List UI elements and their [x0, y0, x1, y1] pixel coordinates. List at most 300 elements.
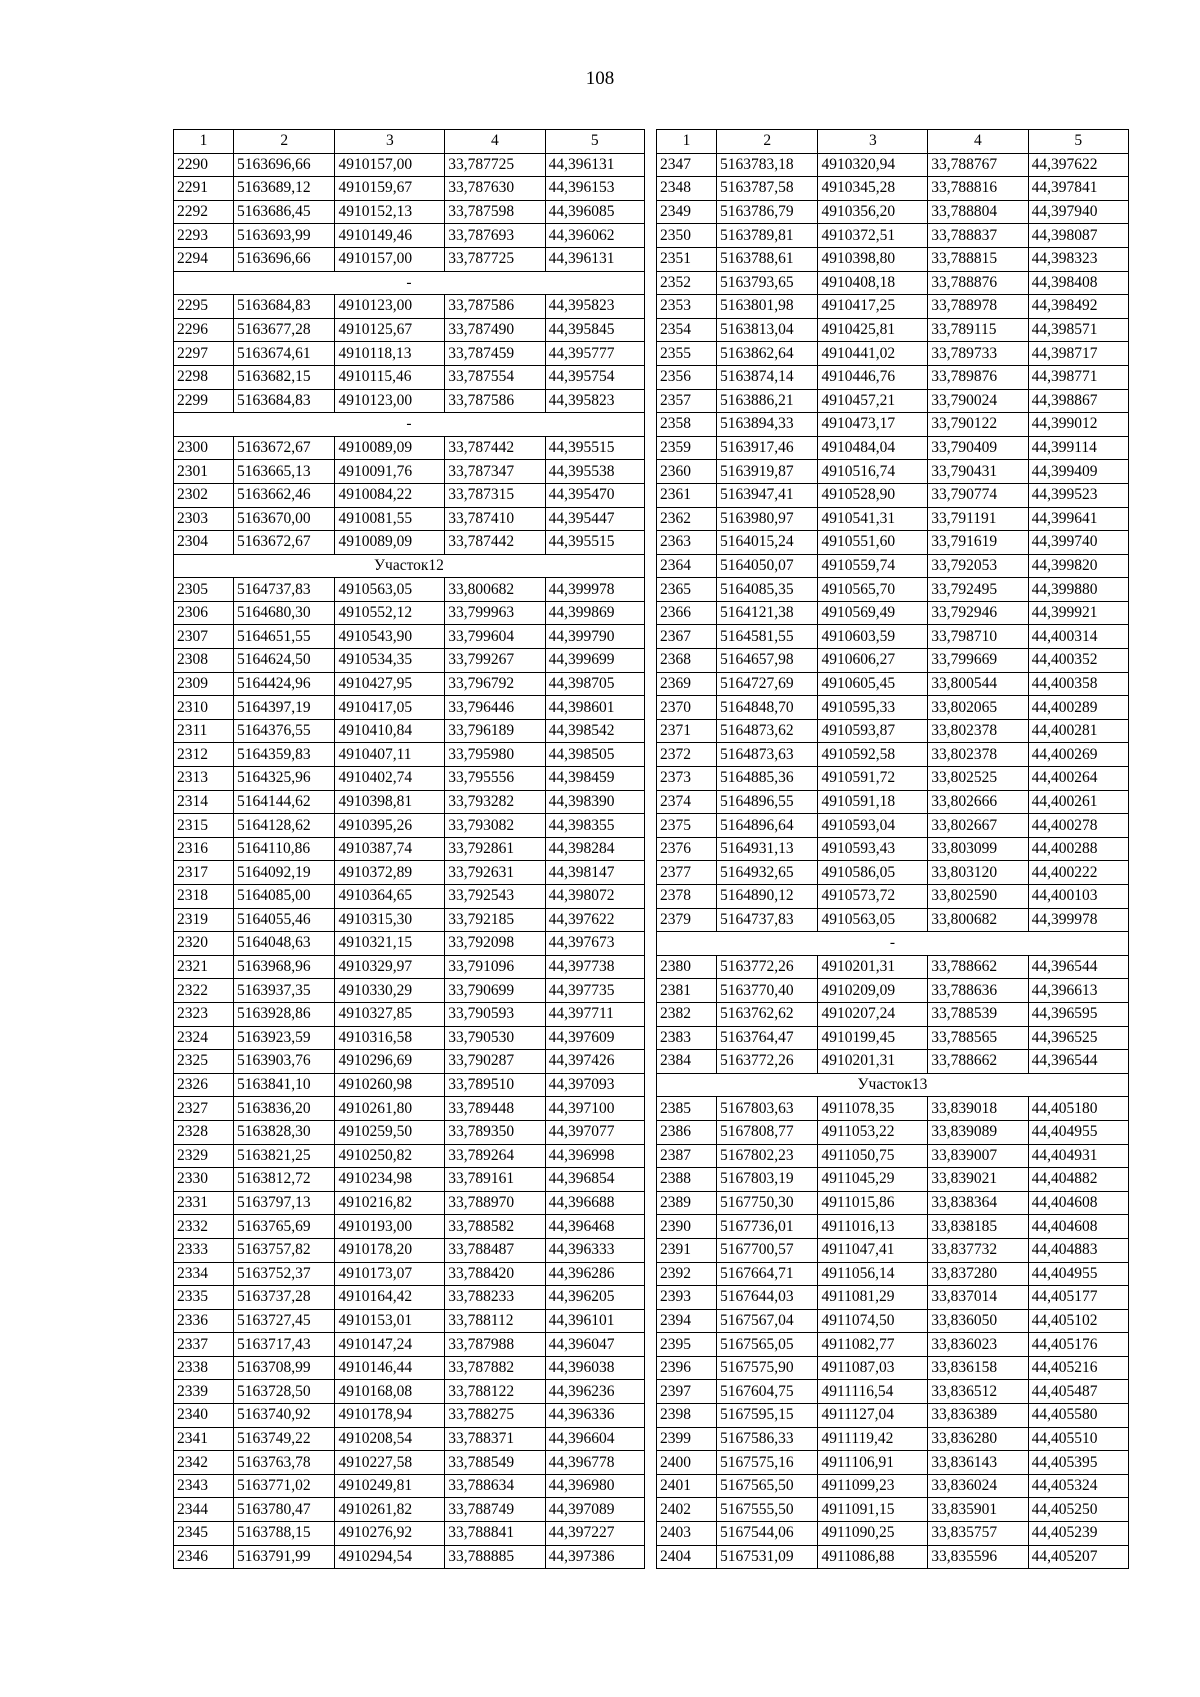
latitude-cell: 33,788816 [928, 177, 1028, 201]
coord-x-cell: 5163670,00 [234, 507, 335, 531]
point-number-cell: 2379 [657, 908, 717, 932]
longitude-cell: 44,398542 [545, 719, 644, 743]
latitude-cell: 33,798710 [928, 625, 1028, 649]
coord-y-cell: 4910320,94 [818, 153, 928, 177]
longitude-cell: 44,399699 [545, 649, 644, 673]
table-row [657, 1191, 1129, 1215]
latitude-cell: 33,835596 [928, 1545, 1028, 1569]
latitude-cell: 33,796792 [445, 672, 545, 696]
point-number-cell: 2345 [174, 1522, 234, 1546]
coord-x-cell: 5164737,83 [717, 908, 818, 932]
longitude-cell: 44,396333 [545, 1238, 644, 1262]
longitude-cell: 44,399880 [1028, 578, 1128, 602]
longitude-cell: 44,396205 [545, 1286, 644, 1310]
table-row [174, 1380, 645, 1404]
coord-y-cell: 4910259,50 [335, 1120, 445, 1144]
coord-y-cell: 4910118,13 [335, 342, 445, 366]
longitude-cell: 44,399790 [545, 625, 644, 649]
longitude-cell: 44,395515 [545, 436, 644, 460]
longitude-cell: 44,396778 [545, 1451, 644, 1475]
coord-y-cell: 4910276,92 [335, 1522, 445, 1546]
coord-x-cell: 5163763,78 [234, 1451, 335, 1475]
latitude-cell: 33,790024 [928, 389, 1028, 413]
coord-y-cell: 4910605,45 [818, 672, 928, 696]
latitude-cell: 33,789876 [928, 365, 1028, 389]
coord-y-cell: 4910089,09 [335, 436, 445, 460]
point-number-cell: 2303 [174, 507, 234, 531]
table-row [657, 413, 1129, 437]
latitude-cell: 33,835757 [928, 1522, 1028, 1546]
longitude-cell: 44,400103 [1028, 885, 1128, 909]
longitude-cell: 44,396854 [545, 1168, 644, 1192]
latitude-cell: 33,838364 [928, 1191, 1028, 1215]
longitude-cell: 44,399978 [545, 578, 644, 602]
coord-x-cell: 5163696,66 [234, 153, 335, 177]
point-number-cell: 2369 [657, 672, 717, 696]
coord-y-cell: 4911056,14 [818, 1262, 928, 1286]
coord-x-cell: 5164873,62 [717, 719, 818, 743]
coord-y-cell: 4910315,30 [335, 908, 445, 932]
table-row [174, 885, 645, 909]
coord-x-cell: 5163836,20 [234, 1097, 335, 1121]
coord-x-cell: 5163682,15 [234, 365, 335, 389]
table-row [657, 1474, 1129, 1498]
point-number-cell: 2402 [657, 1498, 717, 1522]
coord-y-cell: 4911081,29 [818, 1286, 928, 1310]
latitude-cell: 33,787988 [445, 1333, 545, 1357]
table-row [657, 1238, 1129, 1262]
coord-y-cell: 4911074,50 [818, 1309, 928, 1333]
table-row [657, 153, 1129, 177]
latitude-cell: 33,836158 [928, 1356, 1028, 1380]
point-number-cell: 2400 [657, 1451, 717, 1475]
latitude-cell: 33,838185 [928, 1215, 1028, 1239]
point-number-cell: 2394 [657, 1309, 717, 1333]
latitude-cell: 33,788112 [445, 1309, 545, 1333]
longitude-cell: 44,398408 [1028, 271, 1128, 295]
point-number-cell: 2337 [174, 1333, 234, 1357]
longitude-cell: 44,400352 [1028, 649, 1128, 673]
point-number-cell: 2342 [174, 1451, 234, 1475]
longitude-cell: 44,396047 [545, 1333, 644, 1357]
point-number-cell: 2382 [657, 1002, 717, 1026]
latitude-cell: 33,803120 [928, 861, 1028, 885]
coord-x-cell: 5163980,97 [717, 507, 818, 531]
longitude-cell: 44,398492 [1028, 295, 1128, 319]
table-row [174, 1427, 645, 1451]
coord-y-cell: 4910364,65 [335, 885, 445, 909]
point-number-cell: 2377 [657, 861, 717, 885]
coord-x-cell: 5163765,69 [234, 1215, 335, 1239]
coord-x-cell: 5163812,72 [234, 1168, 335, 1192]
point-number-cell: 2341 [174, 1427, 234, 1451]
point-number-cell: 2364 [657, 554, 717, 578]
coord-y-cell: 4910593,04 [818, 814, 928, 838]
coord-x-cell: 5167544,06 [717, 1522, 818, 1546]
longitude-cell: 44,405324 [1028, 1474, 1128, 1498]
table-row [174, 578, 645, 602]
latitude-cell: 33,836512 [928, 1380, 1028, 1404]
longitude-cell: 44,396980 [545, 1474, 644, 1498]
table-row [174, 1333, 645, 1357]
coord-x-cell: 5167565,50 [717, 1474, 818, 1498]
point-number-cell: 2325 [174, 1050, 234, 1074]
coord-y-cell: 4910543,90 [335, 625, 445, 649]
table-row [174, 743, 645, 767]
longitude-cell: 44,396131 [545, 153, 644, 177]
table-row [657, 1120, 1129, 1144]
latitude-cell: 33,788582 [445, 1215, 545, 1239]
table-row [657, 247, 1129, 271]
longitude-cell: 44,398705 [545, 672, 644, 696]
coord-y-cell: 4910534,35 [335, 649, 445, 673]
table-row [657, 1050, 1129, 1074]
coord-x-cell: 5163797,13 [234, 1191, 335, 1215]
coord-y-cell: 4910407,11 [335, 743, 445, 767]
table-row [174, 932, 645, 956]
longitude-cell: 44,397089 [545, 1498, 644, 1522]
coord-x-cell: 5164424,96 [234, 672, 335, 696]
coord-y-cell: 4910398,81 [335, 790, 445, 814]
latitude-cell: 33,799604 [445, 625, 545, 649]
latitude-cell: 33,788233 [445, 1286, 545, 1310]
latitude-cell: 33,792495 [928, 578, 1028, 602]
coord-x-cell: 5163828,30 [234, 1120, 335, 1144]
table-row [174, 1356, 645, 1380]
coord-x-cell: 5163788,15 [234, 1522, 335, 1546]
latitude-cell: 33,790699 [445, 979, 545, 1003]
longitude-cell: 44,400281 [1028, 719, 1128, 743]
coord-x-cell: 5164581,55 [717, 625, 818, 649]
table-row [174, 460, 645, 484]
table-row [174, 1451, 645, 1475]
coord-y-cell: 4910516,74 [818, 460, 928, 484]
longitude-cell: 44,397841 [1028, 177, 1128, 201]
coord-x-cell: 5164680,30 [234, 601, 335, 625]
latitude-cell: 33,791619 [928, 531, 1028, 555]
coord-y-cell: 4910528,90 [818, 483, 928, 507]
table-row [657, 177, 1129, 201]
longitude-cell: 44,397227 [545, 1522, 644, 1546]
coord-y-cell: 4911119,42 [818, 1427, 928, 1451]
coord-x-cell: 5164128,62 [234, 814, 335, 838]
table-row [174, 719, 645, 743]
table-row [174, 1545, 645, 1569]
longitude-cell: 44,405176 [1028, 1333, 1128, 1357]
point-number-cell: 2386 [657, 1120, 717, 1144]
coord-x-cell: 5164376,55 [234, 719, 335, 743]
coord-x-cell: 5163684,83 [234, 295, 335, 319]
point-number-cell: 2314 [174, 790, 234, 814]
point-number-cell: 2328 [174, 1120, 234, 1144]
point-number-cell: 2300 [174, 436, 234, 460]
latitude-cell: 33,802065 [928, 696, 1028, 720]
longitude-cell: 44,396613 [1028, 979, 1128, 1003]
table-row [174, 1215, 645, 1239]
latitude-cell: 33,802525 [928, 767, 1028, 791]
longitude-cell: 44,398459 [545, 767, 644, 791]
coord-x-cell: 5164737,83 [234, 578, 335, 602]
coord-x-cell: 5164085,00 [234, 885, 335, 909]
coord-x-cell: 5164890,12 [717, 885, 818, 909]
coord-x-cell: 5163672,67 [234, 436, 335, 460]
section-separator-row [657, 932, 1129, 956]
latitude-cell: 33,792053 [928, 554, 1028, 578]
latitude-cell: 33,839021 [928, 1168, 1028, 1192]
longitude-cell: 44,397426 [545, 1050, 644, 1074]
coord-y-cell: 4910152,13 [335, 200, 445, 224]
longitude-cell: 44,396604 [545, 1427, 644, 1451]
point-number-cell: 2350 [657, 224, 717, 248]
point-number-cell: 2306 [174, 601, 234, 625]
coord-x-cell: 5167802,23 [717, 1144, 818, 1168]
table-row [657, 483, 1129, 507]
coord-x-cell: 5164015,24 [717, 531, 818, 555]
coord-y-cell: 4910395,26 [335, 814, 445, 838]
latitude-cell: 33,788487 [445, 1238, 545, 1262]
latitude-cell: 33,796446 [445, 696, 545, 720]
coord-x-cell: 5164048,63 [234, 932, 335, 956]
column-header: 4 [445, 130, 545, 154]
coord-y-cell: 4910147,24 [335, 1333, 445, 1357]
longitude-cell: 44,395823 [545, 389, 644, 413]
longitude-cell: 44,400358 [1028, 672, 1128, 696]
longitude-cell: 44,395470 [545, 483, 644, 507]
table-row [174, 625, 645, 649]
point-number-cell: 2316 [174, 837, 234, 861]
coord-x-cell: 5163968,96 [234, 955, 335, 979]
coord-x-cell: 5167567,04 [717, 1309, 818, 1333]
point-number-cell: 2395 [657, 1333, 717, 1357]
table-row [174, 1002, 645, 1026]
table-row [174, 1097, 645, 1121]
table-row [657, 1026, 1129, 1050]
point-number-cell: 2381 [657, 979, 717, 1003]
latitude-cell: 33,788978 [928, 295, 1028, 319]
table-row [657, 436, 1129, 460]
coord-y-cell: 4910559,74 [818, 554, 928, 578]
coord-x-cell: 5163662,46 [234, 483, 335, 507]
latitude-cell: 33,789264 [445, 1144, 545, 1168]
table-row [657, 342, 1129, 366]
longitude-cell: 44,398390 [545, 790, 644, 814]
table-row [174, 365, 645, 389]
latitude-cell: 33,837280 [928, 1262, 1028, 1286]
latitude-cell: 33,839089 [928, 1120, 1028, 1144]
latitude-cell: 33,787442 [445, 531, 545, 555]
section-label: - [174, 413, 645, 437]
coord-x-cell: 5163801,98 [717, 295, 818, 319]
latitude-cell: 33,788539 [928, 1002, 1028, 1026]
coord-x-cell: 5167808,77 [717, 1120, 818, 1144]
longitude-cell: 44,399740 [1028, 531, 1128, 555]
coord-y-cell: 4910173,07 [335, 1262, 445, 1286]
longitude-cell: 44,395447 [545, 507, 644, 531]
point-number-cell: 2385 [657, 1097, 717, 1121]
coord-y-cell: 4910081,55 [335, 507, 445, 531]
table-row [657, 1356, 1129, 1380]
longitude-cell: 44,397386 [545, 1545, 644, 1569]
longitude-cell: 44,399114 [1028, 436, 1128, 460]
table-row [657, 318, 1129, 342]
longitude-cell: 44,395777 [545, 342, 644, 366]
point-number-cell: 2388 [657, 1168, 717, 1192]
point-number-cell: 2315 [174, 814, 234, 838]
latitude-cell: 33,790409 [928, 436, 1028, 460]
longitude-cell: 44,405487 [1028, 1380, 1128, 1404]
longitude-cell: 44,399409 [1028, 460, 1128, 484]
table-row [657, 979, 1129, 1003]
table-row [174, 224, 645, 248]
point-number-cell: 2367 [657, 625, 717, 649]
coord-x-cell: 5163788,61 [717, 247, 818, 271]
point-number-cell: 2348 [657, 177, 717, 201]
coord-x-cell: 5163770,40 [717, 979, 818, 1003]
table-row [657, 1427, 1129, 1451]
longitude-cell: 44,399641 [1028, 507, 1128, 531]
point-number-cell: 2302 [174, 483, 234, 507]
latitude-cell: 33,790774 [928, 483, 1028, 507]
table-row [174, 1050, 645, 1074]
point-number-cell: 2317 [174, 861, 234, 885]
coord-x-cell: 5164085,35 [717, 578, 818, 602]
table-row [174, 1286, 645, 1310]
longitude-cell: 44,405207 [1028, 1545, 1128, 1569]
table-row [657, 767, 1129, 791]
latitude-cell: 33,836024 [928, 1474, 1028, 1498]
point-number-cell: 2322 [174, 979, 234, 1003]
latitude-cell: 33,787725 [445, 247, 545, 271]
longitude-cell: 44,405102 [1028, 1309, 1128, 1333]
coord-x-cell: 5167595,15 [717, 1404, 818, 1428]
point-number-cell: 2358 [657, 413, 717, 437]
coord-x-cell: 5164092,19 [234, 861, 335, 885]
coord-y-cell: 4910565,70 [818, 578, 928, 602]
point-number-cell: 2335 [174, 1286, 234, 1310]
latitude-cell: 33,788634 [445, 1474, 545, 1498]
point-number-cell: 2380 [657, 955, 717, 979]
table-row [174, 861, 645, 885]
point-number-cell: 2323 [174, 1002, 234, 1026]
coordinates-table-right [656, 129, 1129, 1569]
coord-x-cell: 5163672,67 [234, 531, 335, 555]
latitude-cell: 33,788749 [445, 1498, 545, 1522]
latitude-cell: 33,799963 [445, 601, 545, 625]
section-separator-row [174, 554, 645, 578]
point-number-cell: 2336 [174, 1309, 234, 1333]
point-number-cell: 2360 [657, 460, 717, 484]
point-number-cell: 2319 [174, 908, 234, 932]
table-row [657, 531, 1129, 555]
table-row [174, 1474, 645, 1498]
coord-y-cell: 4910398,80 [818, 247, 928, 271]
coord-y-cell: 4910457,21 [818, 389, 928, 413]
longitude-cell: 44,397609 [545, 1026, 644, 1050]
latitude-cell: 33,788767 [928, 153, 1028, 177]
latitude-cell: 33,789161 [445, 1168, 545, 1192]
point-number-cell: 2340 [174, 1404, 234, 1428]
table-row [657, 672, 1129, 696]
point-number-cell: 2357 [657, 389, 717, 413]
point-number-cell: 2376 [657, 837, 717, 861]
longitude-cell: 44,396153 [545, 177, 644, 201]
point-number-cell: 2403 [657, 1522, 717, 1546]
point-number-cell: 2353 [657, 295, 717, 319]
table-row [174, 483, 645, 507]
coord-y-cell: 4910372,89 [335, 861, 445, 885]
table-row [174, 200, 645, 224]
point-number-cell: 2308 [174, 649, 234, 673]
section-label: - [657, 932, 1129, 956]
coord-x-cell: 5164110,86 [234, 837, 335, 861]
coord-y-cell: 4910592,58 [818, 743, 928, 767]
latitude-cell: 33,789510 [445, 1073, 545, 1097]
table-row [657, 908, 1129, 932]
longitude-cell: 44,405239 [1028, 1522, 1128, 1546]
coord-x-cell: 5163737,28 [234, 1286, 335, 1310]
coord-y-cell: 4910216,82 [335, 1191, 445, 1215]
coord-x-cell: 5167575,90 [717, 1356, 818, 1380]
point-number-cell: 2298 [174, 365, 234, 389]
coord-y-cell: 4910446,76 [818, 365, 928, 389]
coord-y-cell: 4910178,94 [335, 1404, 445, 1428]
coord-x-cell: 5163786,79 [717, 200, 818, 224]
coord-x-cell: 5163783,18 [717, 153, 818, 177]
point-number-cell: 2301 [174, 460, 234, 484]
coord-y-cell: 4911078,35 [818, 1097, 928, 1121]
coord-y-cell: 4910199,45 [818, 1026, 928, 1050]
longitude-cell: 44,397622 [545, 908, 644, 932]
coord-x-cell: 5163780,47 [234, 1498, 335, 1522]
latitude-cell: 33,799669 [928, 649, 1028, 673]
column-header: 5 [545, 130, 644, 154]
page-number: 108 [585, 68, 615, 89]
table-row [174, 1073, 645, 1097]
latitude-cell: 33,793082 [445, 814, 545, 838]
coord-y-cell: 4910591,72 [818, 767, 928, 791]
column-header: 2 [717, 130, 818, 154]
longitude-cell: 44,405216 [1028, 1356, 1128, 1380]
longitude-cell: 44,400269 [1028, 743, 1128, 767]
latitude-cell: 33,793282 [445, 790, 545, 814]
coord-x-cell: 5163693,99 [234, 224, 335, 248]
point-number-cell: 2344 [174, 1498, 234, 1522]
coord-y-cell: 4910249,81 [335, 1474, 445, 1498]
coord-x-cell: 5163665,13 [234, 460, 335, 484]
coord-y-cell: 4910153,01 [335, 1309, 445, 1333]
longitude-cell: 44,396595 [1028, 1002, 1128, 1026]
point-number-cell: 2390 [657, 1215, 717, 1239]
coord-y-cell: 4910551,60 [818, 531, 928, 555]
latitude-cell: 33,788275 [445, 1404, 545, 1428]
table-row [174, 1120, 645, 1144]
table-row [174, 1404, 645, 1428]
longitude-cell: 44,398505 [545, 743, 644, 767]
coord-x-cell: 5164896,55 [717, 790, 818, 814]
coord-y-cell: 4911099,23 [818, 1474, 928, 1498]
coord-y-cell: 4910125,67 [335, 318, 445, 342]
longitude-cell: 44,405510 [1028, 1427, 1128, 1451]
table-row [174, 1026, 645, 1050]
latitude-cell: 33,788662 [928, 1050, 1028, 1074]
column-header: 2 [234, 130, 335, 154]
longitude-cell: 44,396525 [1028, 1026, 1128, 1050]
latitude-cell: 33,792631 [445, 861, 545, 885]
point-number-cell: 2313 [174, 767, 234, 791]
latitude-cell: 33,791096 [445, 955, 545, 979]
coord-x-cell: 5167531,09 [717, 1545, 818, 1569]
table-row [174, 531, 645, 555]
